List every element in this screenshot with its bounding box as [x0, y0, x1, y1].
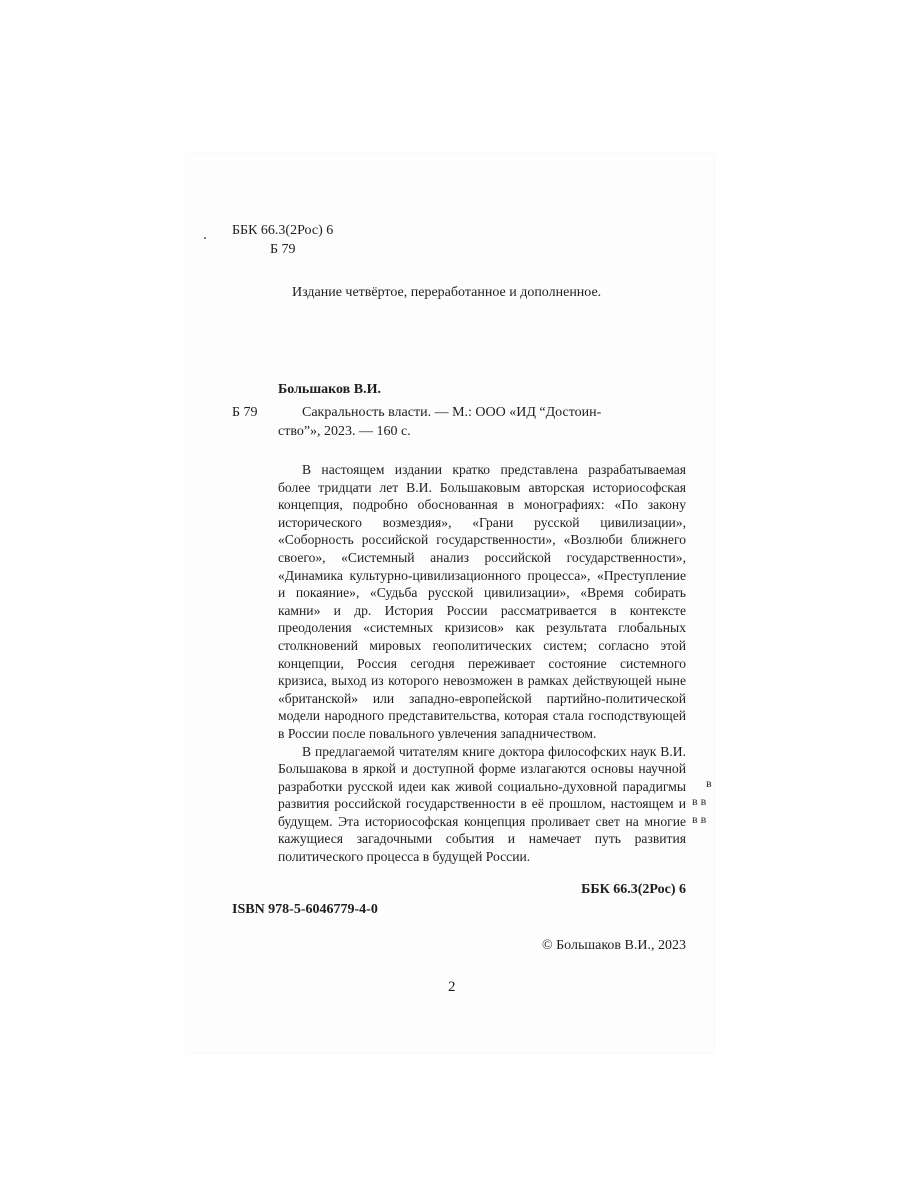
- biblio-line-2: ство”», 2023. — 160 с.: [278, 424, 411, 439]
- book-page: [186, 153, 714, 1053]
- edition-note: Издание четвёртое, переработанное и дополненное.: [292, 285, 602, 300]
- bbk-bottom: ББК 66.3(2Рос) 6: [581, 882, 686, 897]
- author-code-left: Б 79: [232, 405, 258, 420]
- margin-mark-2: в в: [692, 794, 707, 808]
- abstract-paragraph-1: В настоящем издании кратко представлена разрабатываемая более тридцати лет В.И. Большаковым авторская историософская концепция, подробно обоснованная в монографиях: «По закону исторического возмездия», «Грани русской цивилизации», «Соборность российской государственности», «Возлюби ближнего своего», «Системный анализ российской государственности», «Динамика культурно-цивилизационного процесса», «Преступление и покаяние», «Судьба русской цивилизации», «Время собирать камни» и др. История России рассматривается в контексте преодоления «системных кризисов» как результата глобальных столкновений мировых геополитических систем; согласно этой концепции, Россия сегодня переживает состояние системного кризиса, выход из которого невозможен в рамках действующей ныне «британской» или западно-европейской партийно-политической модели народного представительства, которая стала господствующей в России после повального увлечения западничеством.: [278, 462, 686, 741]
- copyright: © Большаков В.И., 2023: [541, 938, 686, 953]
- author-heading: Большаков В.И.: [278, 382, 381, 397]
- author-code-top: Б 79: [270, 242, 296, 257]
- page-number: 2: [448, 979, 456, 995]
- printing-speck: [204, 237, 206, 239]
- bbk-top: ББК 66.3(2Рос) 6: [232, 223, 334, 238]
- margin-mark-3: в в: [692, 812, 707, 826]
- biblio-line-1: Сакральность власти. — М.: ООО «ИД “Достоин-: [302, 405, 602, 420]
- isbn: ISBN 978-5-6046779-4-0: [232, 902, 378, 917]
- abstract: [278, 461, 686, 866]
- abstract-paragraph-2: В предлагаемой читателям книге доктора философских наук В.И. Большакова в яркой и доступной форме излагаются основы научной разработки русской идеи как живой социально-духовной парадигмы развития российской государственности в её прошлом, настоящем и будущем. Эта историософская концепция проливает свет на многие кажущиеся загадочными события и намечает путь развития политического процесса в будущей России.: [278, 743, 686, 865]
- margin-mark-1: в: [706, 776, 712, 790]
